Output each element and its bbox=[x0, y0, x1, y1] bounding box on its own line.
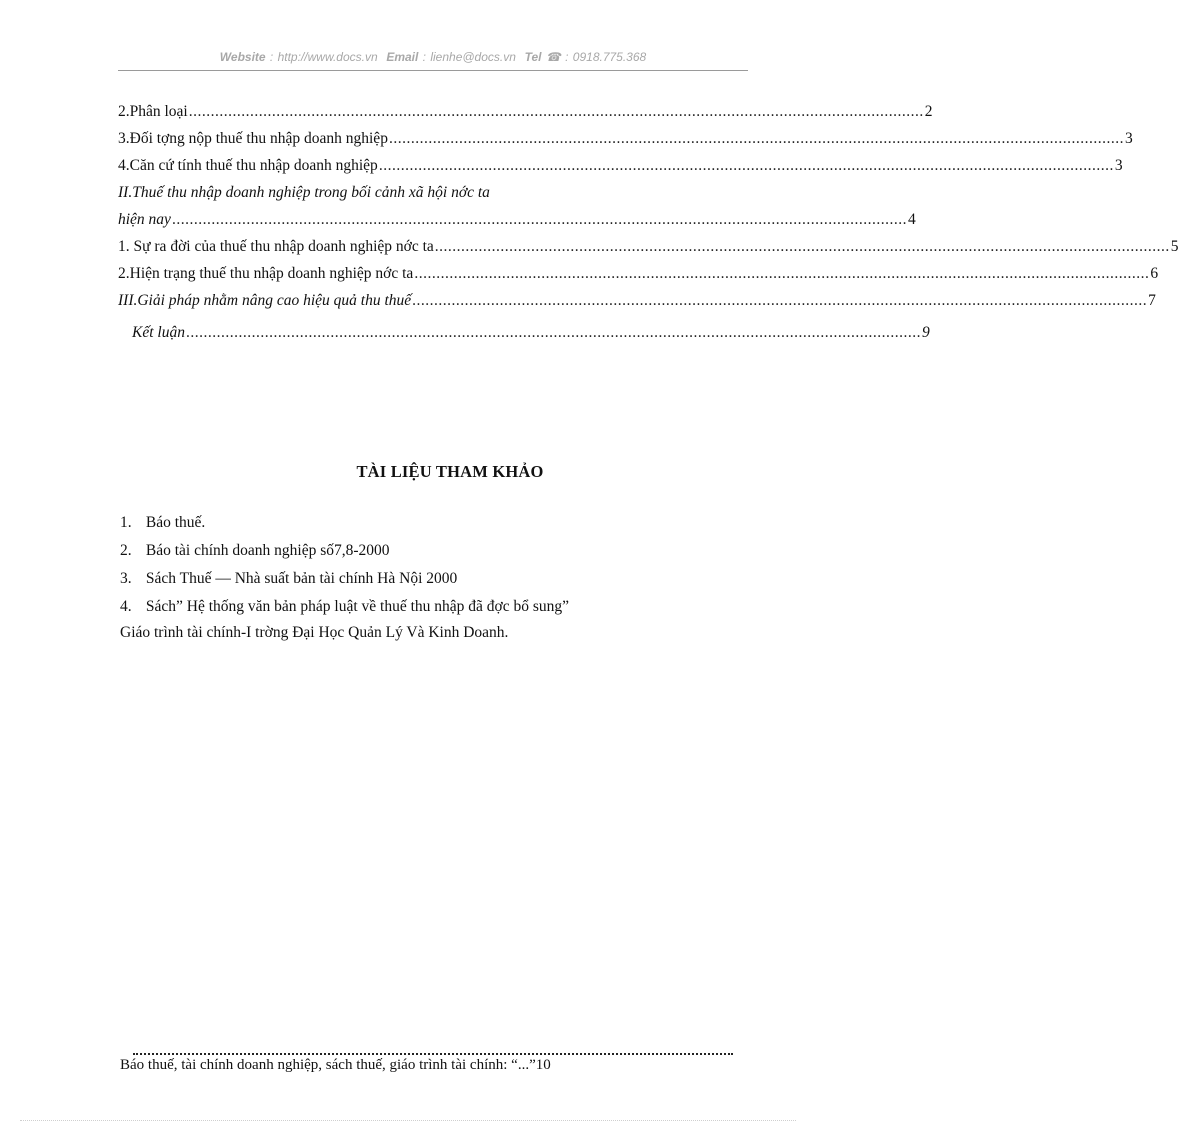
reference-item bbox=[120, 598, 569, 616]
references-title: TÀI LIỆU THAM KHẢO bbox=[356, 462, 544, 481]
toc-item-label: 3.Đối tợng nộp thuế thu nhập doanh nghiệp bbox=[118, 130, 388, 147]
toc-item-label: 1. Sự ra đời của thuế thu nhập doanh nghiệp nớc ta bbox=[118, 238, 434, 255]
toc-item-page: 3 bbox=[1124, 130, 1133, 147]
toc-item-page: 2 bbox=[924, 103, 933, 120]
toc-item bbox=[118, 211, 916, 233]
reference-item bbox=[120, 542, 390, 560]
reference-text: Sách” Hệ thống văn bản pháp luật về thuế thu nhập đã đợc bổ sung” bbox=[145, 598, 570, 615]
toc-leader-dots: ........................................................................................................................................................................ bbox=[414, 265, 1150, 282]
website-url[interactable]: : http://www.docs.vn bbox=[269, 50, 378, 64]
toc-item-label: III.Giải pháp nhằm nâng cao hiệu quả thu thuế bbox=[118, 292, 412, 309]
toc-item-label: 4.Căn cứ tính thuế thu nhập doanh nghiệp bbox=[118, 157, 378, 174]
reference-number: 3. bbox=[120, 570, 132, 587]
website-label: Website bbox=[219, 50, 266, 64]
toc-item-label: 2.Hiện trạng thuế thu nhập doanh nghiệp nớc ta bbox=[118, 265, 414, 282]
page-bottom-border bbox=[20, 1120, 796, 1121]
toc-item bbox=[118, 238, 1179, 260]
toc-item bbox=[118, 130, 1133, 152]
toc-leader-dots: ........................................................................................................................................................................ bbox=[188, 103, 924, 120]
page-header bbox=[118, 50, 748, 64]
tel-label: Tel bbox=[524, 50, 542, 64]
toc-leader-dots: ........................................................................................................................................................................ bbox=[378, 157, 1114, 174]
reference-number: 1. bbox=[120, 514, 132, 531]
toc-item-label: 2.Phân loại bbox=[118, 103, 188, 120]
toc-leader-dots: ........................................................................................................................................................................ bbox=[412, 292, 1148, 309]
header-divider bbox=[118, 70, 748, 71]
toc-section-heading: II.Thuế thu nhập doanh nghiệp trong bối cảnh xã hội nớc ta bbox=[118, 184, 490, 201]
page-footer: Báo thuế, tài chính doanh nghiệp, sách thuế, giáo trình tài chính: “...”10 bbox=[120, 1057, 551, 1073]
reference-item bbox=[120, 514, 205, 532]
email-label: Email bbox=[386, 50, 419, 64]
toc-item-label: Kết luận bbox=[132, 324, 185, 341]
footer-divider bbox=[133, 1053, 733, 1055]
reference-number: 2. bbox=[120, 542, 132, 559]
toc-leader-dots: ........................................................................................................................................................................ bbox=[185, 324, 921, 341]
reference-continuation: Giáo trình tài chính-I trờng Đại Học Quản Lý Và Kinh Doanh. bbox=[120, 624, 509, 641]
reference-item bbox=[120, 570, 457, 588]
toc-item bbox=[118, 157, 1123, 179]
toc-item-page: 9 bbox=[921, 324, 930, 341]
reference-text: Sách Thuế — Nhà suất bản tài chính Hà Nội 2000 bbox=[145, 570, 458, 587]
toc-item-page: 4 bbox=[907, 211, 916, 228]
toc-item-page: 5 bbox=[1170, 238, 1179, 255]
toc-leader-dots: ........................................................................................................................................................................ bbox=[434, 238, 1170, 255]
toc-item-page: 6 bbox=[1150, 265, 1159, 282]
toc-item-label: hiện nay bbox=[118, 211, 171, 228]
toc-item-page: 7 bbox=[1148, 292, 1156, 309]
email-address[interactable]: : lienhe@docs.vn bbox=[422, 50, 516, 64]
toc-leader-dots: ........................................................................................................................................................................ bbox=[388, 130, 1124, 147]
reference-number: 4. bbox=[120, 598, 132, 615]
toc-leader-dots: ........................................................................................................................................................................ bbox=[171, 211, 907, 228]
phone-icon: ☎ bbox=[545, 50, 561, 64]
toc-item bbox=[118, 265, 1159, 287]
toc-item bbox=[118, 292, 1156, 314]
toc-item bbox=[132, 324, 930, 346]
reference-text: Báo tài chính doanh nghiệp số7,8-2000 bbox=[145, 542, 390, 559]
toc-item bbox=[118, 103, 933, 125]
reference-text: Báo thuế. bbox=[145, 514, 206, 531]
tel-number: : 0918.775.368 bbox=[565, 50, 647, 64]
toc-item-page: 3 bbox=[1114, 157, 1123, 174]
